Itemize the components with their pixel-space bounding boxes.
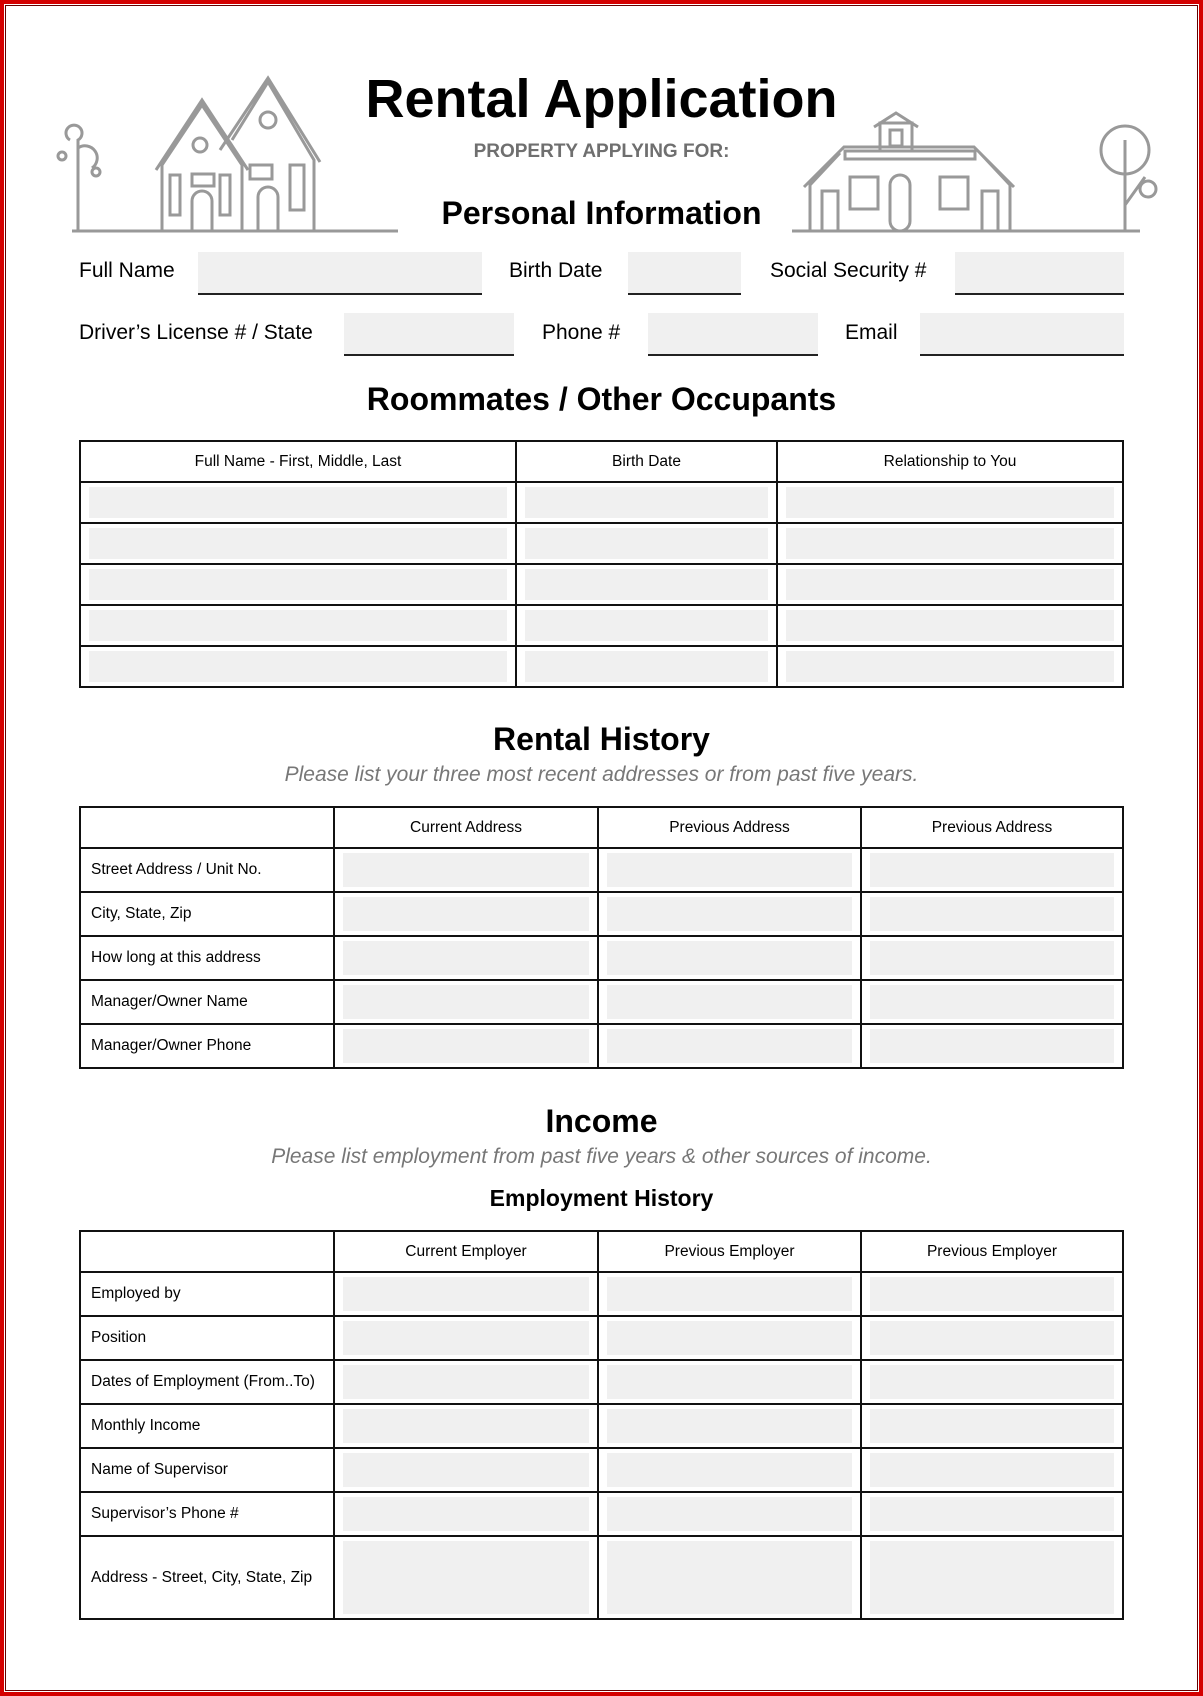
cell-input[interactable] — [607, 1497, 852, 1531]
income-heading: Income — [545, 1103, 658, 1139]
table-cell — [598, 1272, 861, 1316]
birth-date-input[interactable] — [525, 651, 768, 682]
drivers-license-field[interactable] — [344, 313, 514, 356]
table-row — [80, 564, 1123, 605]
cell-input[interactable] — [870, 941, 1114, 975]
row-label: City, State, Zip — [80, 892, 334, 936]
row-label: Position — [80, 1316, 334, 1360]
cell-input[interactable] — [343, 1541, 589, 1614]
cell-input[interactable] — [607, 941, 852, 975]
cell-input[interactable] — [607, 985, 852, 1019]
rental-history-note: Please list your three most recent addresses or from past five years. — [284, 763, 919, 786]
table-row — [80, 523, 1123, 564]
table-cell — [334, 1492, 598, 1536]
page-title: Rental Application — [365, 69, 838, 129]
birth-date-field[interactable] — [628, 252, 741, 295]
cell-input[interactable] — [343, 1409, 589, 1443]
roommates-heading: Roommates / Other Occupants — [366, 381, 837, 417]
cell-input[interactable] — [607, 1453, 852, 1487]
income-note: Please list employment from past five years & other sources of income. — [271, 1145, 932, 1168]
cell-input[interactable] — [343, 1321, 589, 1355]
table-row — [80, 848, 1123, 892]
row-label: How long at this address — [80, 936, 334, 980]
table-cell — [334, 980, 598, 1024]
cell-input[interactable] — [870, 1497, 1114, 1531]
table-cell — [861, 1536, 1123, 1619]
relationship-input[interactable] — [786, 610, 1114, 641]
cell-input[interactable] — [870, 1541, 1114, 1614]
table-cell — [334, 1360, 598, 1404]
column-header: Full Name - First, Middle, Last — [80, 441, 516, 482]
birth-date-input[interactable] — [525, 610, 768, 641]
table-row — [80, 1316, 1123, 1360]
row-label: Manager/Owner Phone — [80, 1024, 334, 1068]
table-row — [80, 605, 1123, 646]
table-row — [80, 646, 1123, 687]
row-label: Supervisor’s Phone # — [80, 1492, 334, 1536]
table-cell — [598, 1316, 861, 1360]
cell-input[interactable] — [343, 1497, 589, 1531]
table-row — [80, 1448, 1123, 1492]
column-header: Previous Address — [598, 807, 861, 848]
table-cell — [334, 1536, 598, 1619]
cell-input[interactable] — [607, 1365, 852, 1399]
cell-input[interactable] — [343, 1453, 589, 1487]
cell-input[interactable] — [870, 853, 1114, 887]
cell-input[interactable] — [607, 1541, 852, 1614]
email-label: Email — [845, 321, 898, 344]
table-cell — [334, 848, 598, 892]
row-label: Address - Street, City, State, Zip — [80, 1536, 334, 1619]
table-cell — [861, 1024, 1123, 1068]
rental-history-heading: Rental History — [493, 721, 710, 757]
name-input[interactable] — [89, 610, 507, 641]
cell-input[interactable] — [343, 941, 589, 975]
rental-history-table — [79, 806, 1124, 1069]
full-name-label: Full Name — [79, 259, 175, 282]
cell-input[interactable] — [607, 853, 852, 887]
cell-input[interactable] — [870, 1409, 1114, 1443]
table-cell — [861, 1448, 1123, 1492]
table-row — [80, 980, 1123, 1024]
row-label-header — [80, 1231, 334, 1272]
ssn-field[interactable] — [955, 252, 1124, 295]
relationship-input[interactable] — [786, 528, 1114, 559]
table-row — [80, 482, 1123, 523]
property-applying-label[interactable]: PROPERTY APPLYING FOR: — [473, 141, 730, 162]
roommates-table — [79, 440, 1124, 688]
table-cell — [861, 848, 1123, 892]
ssn-label: Social Security # — [770, 259, 927, 282]
table-cell — [861, 1316, 1123, 1360]
table-cell — [598, 1492, 861, 1536]
email-field[interactable] — [920, 313, 1124, 356]
table-cell — [861, 1272, 1123, 1316]
table-cell — [334, 892, 598, 936]
table-cell — [598, 1024, 861, 1068]
cell-input[interactable] — [870, 985, 1114, 1019]
employment-history-heading: Employment History — [489, 1185, 714, 1211]
table-cell — [334, 1272, 598, 1316]
relationship-input[interactable] — [786, 569, 1114, 600]
table-cell — [598, 936, 861, 980]
table-cell — [598, 1448, 861, 1492]
cell-input[interactable] — [343, 897, 589, 931]
table-cell — [334, 1404, 598, 1448]
cell-input[interactable] — [870, 1365, 1114, 1399]
cell-input[interactable] — [343, 1365, 589, 1399]
personal-info-heading: Personal Information — [441, 195, 762, 231]
cell-input[interactable] — [343, 1277, 589, 1311]
row-label: Employed by — [80, 1272, 334, 1316]
row-label: Monthly Income — [80, 1404, 334, 1448]
birth-date-input[interactable] — [525, 487, 768, 518]
table-cell — [334, 1316, 598, 1360]
table-cell — [598, 1404, 861, 1448]
cell-input[interactable] — [870, 1029, 1114, 1063]
cell-input[interactable] — [870, 1277, 1114, 1311]
table-cell — [334, 1024, 598, 1068]
table-cell — [861, 1360, 1123, 1404]
column-header: Previous Employer — [598, 1231, 861, 1272]
table-cell — [861, 1492, 1123, 1536]
phone-label: Phone # — [542, 321, 621, 344]
drivers-license-label: Driver’s License # / State — [79, 321, 313, 344]
name-input[interactable] — [89, 528, 507, 559]
birth-date-input[interactable] — [525, 528, 768, 559]
table-cell — [861, 936, 1123, 980]
cell-input[interactable] — [607, 1321, 852, 1355]
cell-input[interactable] — [343, 985, 589, 1019]
cell-input[interactable] — [870, 1453, 1114, 1487]
table-row — [80, 1360, 1123, 1404]
cell-input[interactable] — [870, 1321, 1114, 1355]
table-cell — [598, 980, 861, 1024]
cell-input[interactable] — [343, 1029, 589, 1063]
relationship-input[interactable] — [786, 651, 1114, 682]
column-header: Previous Address — [861, 807, 1123, 848]
table-row — [80, 936, 1123, 980]
row-label-header — [80, 807, 334, 848]
column-header: Previous Employer — [861, 1231, 1123, 1272]
table-cell — [861, 1404, 1123, 1448]
table-row — [80, 892, 1123, 936]
full-name-field[interactable] — [198, 252, 482, 295]
table-row — [80, 1536, 1123, 1619]
table-cell — [334, 936, 598, 980]
column-header: Relationship to You — [777, 441, 1123, 482]
table-cell — [861, 980, 1123, 1024]
table-row — [80, 1492, 1123, 1536]
table-cell — [861, 892, 1123, 936]
name-input[interactable] — [89, 651, 507, 682]
row-label: Dates of Employment (From..To) — [80, 1360, 334, 1404]
table-cell — [598, 1536, 861, 1619]
table-cell — [598, 892, 861, 936]
row-label: Manager/Owner Name — [80, 980, 334, 1024]
cell-input[interactable] — [607, 1277, 852, 1311]
birth-date-label: Birth Date — [509, 259, 603, 282]
employment-history-table — [79, 1230, 1124, 1620]
column-header: Current Employer — [334, 1231, 598, 1272]
column-header: Birth Date — [516, 441, 777, 482]
cell-input[interactable] — [870, 897, 1114, 931]
birth-date-input[interactable] — [525, 569, 768, 600]
table-cell — [334, 1448, 598, 1492]
phone-field[interactable] — [648, 313, 818, 356]
row-label: Street Address / Unit No. — [80, 848, 334, 892]
cell-input[interactable] — [343, 853, 589, 887]
table-cell — [598, 1360, 861, 1404]
cell-input[interactable] — [607, 1029, 852, 1063]
cell-input[interactable] — [607, 897, 852, 931]
column-header: Current Address — [334, 807, 598, 848]
cell-input[interactable] — [607, 1409, 852, 1443]
name-input[interactable] — [89, 487, 507, 518]
name-input[interactable] — [89, 569, 507, 600]
relationship-input[interactable] — [786, 487, 1114, 518]
table-cell — [598, 848, 861, 892]
table-row — [80, 1024, 1123, 1068]
table-row — [80, 1404, 1123, 1448]
table-row — [80, 1272, 1123, 1316]
row-label: Name of Supervisor — [80, 1448, 334, 1492]
